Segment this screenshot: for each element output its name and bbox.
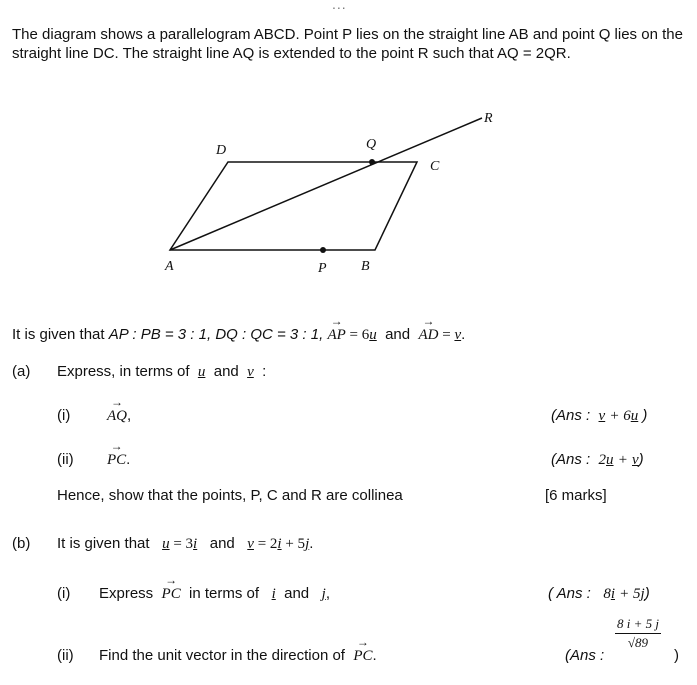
comma: , [325,585,330,602]
fraction-numerator: 8 i + 5 j [615,616,661,634]
part-a-question [57,363,266,381]
given-line [12,326,465,344]
part-b-u: u [162,536,170,552]
part-a-ii-dot: . [126,451,131,468]
part-a-and: and [213,363,239,380]
ans-prefix: ( Ans : [548,585,591,602]
label-b: B [361,259,370,274]
part-b-i-question [99,585,330,603]
part-b-i-label: (i) [57,585,71,602]
given-prefix: It is given that [12,326,105,343]
label-a: A [165,259,174,274]
given-end: . [461,326,466,343]
intro-line-2: straight line DC. The straight line AQ is extended to the point R such that AQ = 2QR. [12,45,571,62]
label-r: R [484,111,493,126]
part-a-v: v [247,364,254,380]
ans-prefix: (Ans : [551,407,591,424]
express-text: Express [99,585,154,602]
ans-2: 2 [598,452,607,468]
ratio-dq-qc: DQ : QC = 3 : 1, [215,326,324,343]
fraction [615,616,661,651]
part-a-ii-answer [551,451,644,469]
part-a-colon: : [262,363,267,380]
part-b-ii-label: (ii) [57,647,74,664]
line-aqr [170,118,482,250]
intro-line-1: The diagram shows a parallelogram ABCD. Point P lies on the straight line AB and point Q lies on the [12,26,683,43]
part-b-i: i [193,536,198,552]
hence-statement: Hence, show that the points, P, C and R are collinea [57,487,403,504]
ans-i: i [610,586,615,602]
vector-u: u [369,327,377,343]
point-p [320,247,326,253]
label-d: D [216,143,227,158]
part-b-ii-fraction [615,616,661,651]
fraction-denominator: √89 [627,635,649,650]
ans-j: j [640,586,645,602]
part-b-j: j [305,536,310,552]
part-a-label: (a) [12,363,31,380]
in-terms-text: in terms of [189,585,260,602]
part-a-i-label: (i) [57,407,71,424]
part-b-label: (b) [12,535,31,552]
parallelogram-diagram [150,100,510,280]
part-b-ii-answer-prefix: (Ans : [565,647,605,664]
ans-v: v [598,408,606,424]
part-b-ii-close: ) [674,647,679,664]
vector-pc: → PC [353,648,372,665]
vector-ap: → AP [327,327,345,344]
part-a-ii-question [107,451,130,469]
part-b-v: v [247,536,254,552]
part-a-text: Express, in terms of [57,363,190,380]
label-c: C [430,159,440,174]
unit-j: j [321,586,326,602]
ap-equals: = 6 [345,327,370,343]
vector-pc: → PC [162,586,181,603]
parallelogram-abcd [170,162,417,250]
marks-label: [6 marks] [545,487,607,504]
and-text: and [284,585,310,602]
part-b-ii-question [99,647,377,665]
part-b-eq1: = 3 [169,536,194,552]
ans-u: u [606,452,614,468]
ans-plus: + [617,452,628,468]
unit-vector-text: Find the unit vector in the direction of [99,647,345,664]
ad-equals: = [438,327,455,343]
part-b-text: It is given that [57,535,150,552]
label-q: Q [366,137,377,152]
part-b-plus: + 5 [281,536,306,552]
part-a-i-answer [551,407,647,425]
ans-close: ) [642,407,648,424]
vector-pc: → PC [107,452,126,469]
part-a-i-comma: , [127,407,132,424]
unit-i: i [271,586,276,602]
part-b-eq2: = 2 [253,536,278,552]
and-text: and [385,326,411,343]
ans-8: 8 [603,586,611,602]
part-b-question [57,535,313,553]
vector-ad: → AD [418,327,438,344]
dot: . [372,647,377,664]
ans-plus-5: + 5 [619,586,641,602]
ans-v: v [632,452,639,468]
part-b-and: and [209,535,235,552]
vector-aq: → AQ [107,408,127,425]
part-a-ii-label: (ii) [57,451,74,468]
point-q [369,159,375,165]
ans-u: u [630,408,639,424]
part-b-i2: i [277,536,282,552]
vector-v: v [454,327,462,343]
ratio-ap-pb: AP : PB = 3 : 1, [108,326,212,343]
ans-plus-6: + 6 [609,408,631,424]
part-b-i-answer [548,585,650,603]
part-a-u: u [197,364,206,380]
ans-prefix: (Ans : [551,451,591,468]
label-p: P [318,261,327,276]
part-a-i-question [107,407,131,425]
ans-close: ) [644,585,650,602]
ans-close: ) [638,451,644,468]
window-dots: ... [332,0,347,12]
part-b-dot: . [309,535,314,552]
